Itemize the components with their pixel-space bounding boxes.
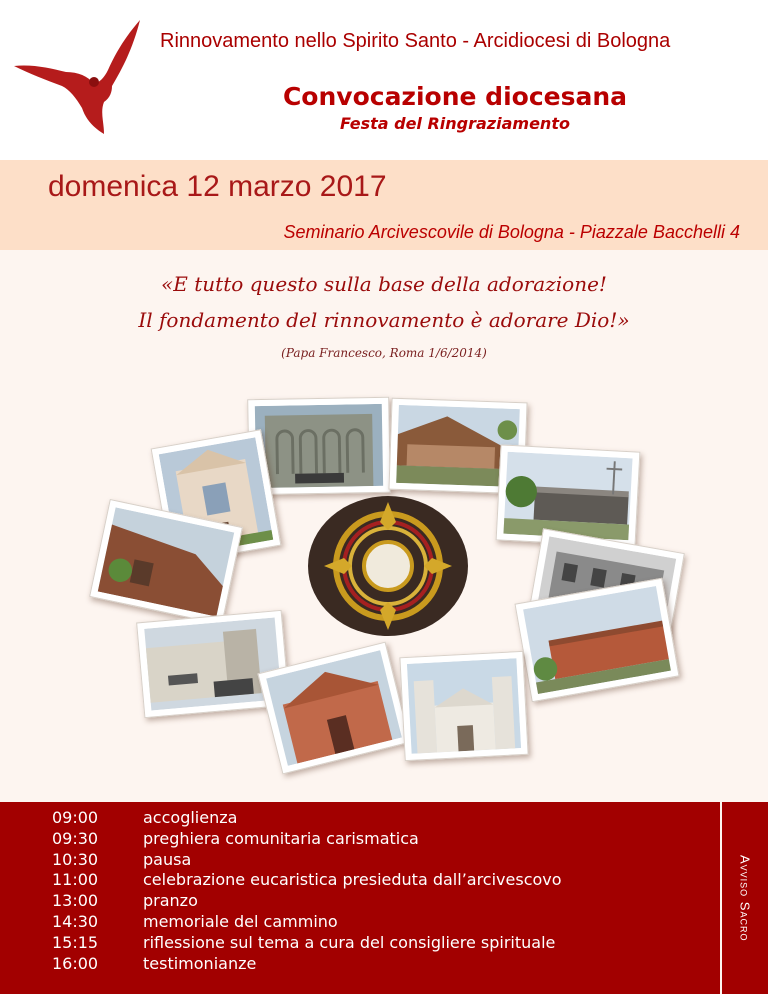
schedule-time: 15:15: [52, 932, 99, 952]
schedule-row: [0, 829, 720, 851]
schedule-time: 10:30: [52, 849, 99, 869]
schedule-activity: pausa: [143, 849, 192, 869]
schedule-time: 13:00: [52, 891, 99, 911]
schedule-row: [0, 912, 720, 934]
schedule-time: 14:30: [52, 912, 99, 931]
side-label-text: Avviso Sacro: [737, 854, 753, 942]
event-venue: Seminario Arcivescovile di Bologna - Piazzale Bacchelli 4: [283, 222, 740, 242]
side-label: [722, 802, 768, 994]
event-date: domenica 12 marzo 2017: [48, 170, 387, 203]
quote-source: (Papa Francesco, Roma 1/6/2014): [281, 346, 487, 360]
quote-line-1: «E tutto questo sulla base della adorazione!: [161, 272, 607, 296]
schedule-row: [0, 870, 720, 892]
organization-name: Rinnovamento nello Spirito Santo - Arcidiocesi di Bologna: [160, 30, 671, 52]
schedule-time: 09:30: [52, 828, 99, 848]
schedule-activity: riflessione sul tema a cura del consigliere spirituale: [143, 932, 556, 952]
page-title: Convocazione diocesana: [282, 82, 628, 111]
church-photo-10: [399, 651, 528, 761]
schedule-time: 11:00: [52, 870, 99, 890]
monstrance-icon: [306, 494, 470, 638]
schedule-time: 16:00: [52, 953, 99, 973]
schedule-activity: pranzo: [143, 891, 198, 911]
schedule-row: [0, 850, 720, 872]
schedule-activity: preghiera comunitaria carismatica: [143, 828, 419, 848]
schedule-row: [0, 891, 720, 913]
schedule-activity: celebrazione eucaristica presieduta dall’arcivescovo: [143, 870, 562, 890]
schedule-activity: accoglienza: [143, 808, 238, 827]
page-subtitle: Festa del Ringraziamento: [340, 114, 570, 133]
quote-line-2: Il fondamento del rinnovamento è adorare Dio!»: [138, 308, 630, 332]
schedule-row: [0, 954, 720, 976]
schedule-row: [0, 933, 720, 955]
schedule-activity: memoriale del cammino: [143, 912, 338, 931]
schedule-list: [0, 808, 720, 988]
schedule-activity: testimonianze: [143, 953, 257, 973]
schedule-row: [0, 808, 720, 830]
schedule-time: 09:00: [52, 808, 99, 827]
dove-logo-icon: [8, 16, 148, 134]
